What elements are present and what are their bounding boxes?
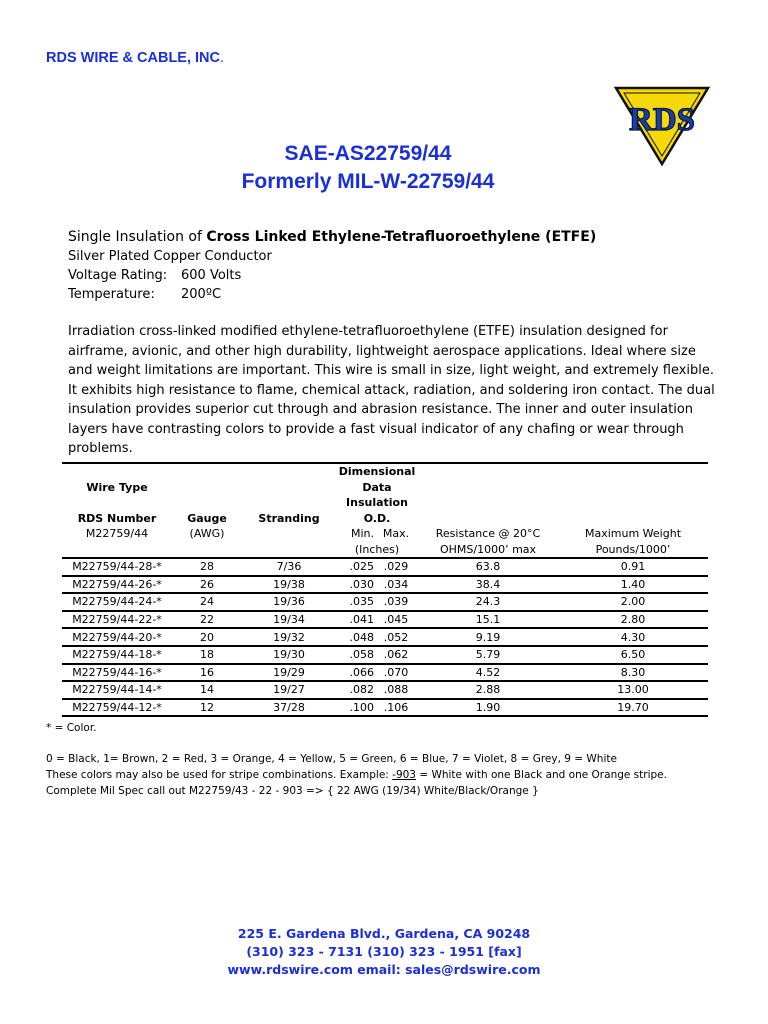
cell-part: M22759/44-26-* [62, 576, 172, 594]
cell-max: .106 [374, 699, 418, 717]
temperature-row [68, 287, 221, 302]
cell-weight: 13.00 [558, 681, 708, 699]
header-rds-number: RDS Number [77, 511, 157, 525]
cell-min: .035 [336, 593, 374, 611]
cell-gauge: 16 [172, 664, 242, 682]
cell-gauge: 28 [172, 558, 242, 576]
header-resistance-unit: OHMS/1000’ max [439, 542, 537, 556]
cell-res: 9.19 [418, 628, 558, 646]
header-weight-unit: Pounds/1000’ [595, 542, 671, 556]
logo-text: RDS [628, 102, 696, 138]
stripe-example: -903 [392, 769, 416, 781]
cell-max: .088 [374, 681, 418, 699]
cell-weight: 19.70 [558, 699, 708, 717]
cell-strand: 37/28 [242, 699, 336, 717]
cell-part: M22759/44-22-* [62, 611, 172, 629]
cell-part: M22759/44-28-* [62, 558, 172, 576]
cell-gauge: 24 [172, 593, 242, 611]
company-name [46, 50, 224, 66]
cell-gauge: 18 [172, 646, 242, 664]
cell-weight: 4.30 [558, 628, 708, 646]
cell-part: M22759/44-18-* [62, 646, 172, 664]
cell-min: .025 [336, 558, 374, 576]
cell-res: 24.3 [418, 593, 558, 611]
cell-part: M22759/44-12-* [62, 699, 172, 717]
company-name-suffix: . [220, 50, 225, 66]
cell-gauge: 26 [172, 576, 242, 594]
header-stranding: Stranding [258, 511, 320, 525]
table-row [62, 646, 708, 664]
cell-part: M22759/44-16-* [62, 664, 172, 682]
cell-res: 38.4 [418, 576, 558, 594]
cell-min: .058 [336, 646, 374, 664]
cell-max: .052 [374, 628, 418, 646]
cell-strand: 19/34 [242, 611, 336, 629]
cell-max: .070 [374, 664, 418, 682]
cell-gauge: 22 [172, 611, 242, 629]
conductor-line: Silver Plated Copper Conductor [68, 249, 272, 264]
cell-weight: 1.40 [558, 576, 708, 594]
cell-strand: 19/29 [242, 664, 336, 682]
stripe-note [46, 769, 667, 781]
temperature-value: 200ºC [181, 287, 222, 302]
stripe-suffix: = White with one Black and one Orange stripe. [416, 769, 667, 781]
cell-strand: 19/38 [242, 576, 336, 594]
cell-gauge: 12 [172, 699, 242, 717]
header-dimensional-data: Dimensional Data [336, 463, 418, 495]
cell-min: .048 [336, 628, 374, 646]
header-wire-type: Wire Type [62, 463, 172, 495]
cell-strand: 19/32 [242, 628, 336, 646]
cell-part: M22759/44-20-* [62, 628, 172, 646]
color-codes: 0 = Black, 1= Brown, 2 = Red, 3 = Orange, 4 = Yellow, 5 = Green, 6 = Blue, 7 = Violet, 8 = Grey, 9 = White [46, 753, 617, 765]
table-row [62, 664, 708, 682]
table-row [62, 611, 708, 629]
footer-web[interactable]: www.rdswire.com email: sales@rdswire.com [227, 962, 541, 977]
table-row [62, 558, 708, 576]
cell-weight: 6.50 [558, 646, 708, 664]
cell-gauge: 14 [172, 681, 242, 699]
cell-weight: 8.30 [558, 664, 708, 682]
voltage-row [68, 268, 241, 283]
cell-part: M22759/44-24-* [62, 593, 172, 611]
voltage-value: 600 Volts [181, 268, 242, 283]
spec-title: SAE-AS22759/44 [284, 142, 452, 165]
cell-res: 63.8 [418, 558, 558, 576]
cell-part: M22759/44-14-* [62, 681, 172, 699]
header-awg: (AWG) [189, 527, 225, 540]
description-paragraph: Irradiation cross-linked modified ethylene-tetrafluoroethylene (ETFE) insulation designed for airframe, avionic, and other high durability, lightweight aerospace applications. Ideal where size and weight limitations are important. This wire is small in size, light weight, and extremely flexible. It exhibits high resistance to flame, chemical attack, radiation, and soldering iron contact. The dual insulation provides superior cut through and abrasion resistance. The inner and outer insulation layers have contrasting colors to provide a fast visual indicator of any chafing or wear through problems. [68, 324, 715, 456]
cell-strand: 19/30 [242, 646, 336, 664]
table-row [62, 681, 708, 699]
table-row [62, 628, 708, 646]
insulation-prefix: Single Insulation of [68, 229, 202, 245]
company-name-text: RDS WIRE & CABLE, INC [46, 50, 220, 66]
cell-res: 4.52 [418, 664, 558, 682]
table-row [62, 576, 708, 594]
cell-max: .062 [374, 646, 418, 664]
header-insulation-od: Insulation O.D. [346, 496, 408, 525]
spec-table [62, 462, 708, 717]
cell-res: 1.90 [418, 699, 558, 717]
cell-min: .100 [336, 699, 374, 717]
header-min: Min. [350, 527, 374, 540]
cell-res: 2.88 [418, 681, 558, 699]
callout-note: Complete Mil Spec call out M22759/43 - 22 - 903 => { 22 AWG (19/34) White/Black/Orange } [46, 785, 539, 797]
cell-min: .041 [336, 611, 374, 629]
cell-strand: 7/36 [242, 558, 336, 576]
header-max: Max. [382, 527, 410, 540]
table-row [62, 699, 708, 717]
header-inches: (Inches) [354, 542, 400, 556]
header-gauge: Gauge [187, 511, 227, 525]
stripe-prefix: These colors may also be used for stripe combinations. Example: [46, 769, 393, 781]
cell-strand: 19/36 [242, 593, 336, 611]
footer-address: 225 E. Gardena Blvd., Gardena, CA 90248 [237, 926, 531, 941]
cell-min: .082 [336, 681, 374, 699]
voltage-label: Voltage Rating: [68, 268, 168, 283]
insulation-heading [68, 229, 596, 245]
footer-phones: (310) 323 - 7131 (310) 323 - 1951 [fax] [246, 944, 522, 959]
cell-weight: 2.80 [558, 611, 708, 629]
header-resistance: Resistance @ 20°C [435, 527, 541, 540]
cell-min: .030 [336, 576, 374, 594]
color-note: * = Color. [46, 722, 97, 734]
cell-weight: 2.00 [558, 593, 708, 611]
cell-strand: 19/27 [242, 681, 336, 699]
header-weight: Maximum Weight [584, 527, 682, 540]
header-m22759: M22759/44 [85, 527, 149, 540]
cell-res: 15.1 [418, 611, 558, 629]
cell-max: .029 [374, 558, 418, 576]
cell-gauge: 20 [172, 628, 242, 646]
table-row [62, 593, 708, 611]
cell-max: .034 [374, 576, 418, 594]
cell-res: 5.79 [418, 646, 558, 664]
cell-max: .039 [374, 593, 418, 611]
spec-subtitle: Formerly MIL-W-22759/44 [241, 170, 495, 193]
cell-max: .045 [374, 611, 418, 629]
temperature-label: Temperature: [68, 287, 155, 302]
cell-weight: 0.91 [558, 558, 708, 576]
insulation-material: Cross Linked Ethylene-Tetrafluoroethylene (ETFE) [206, 229, 597, 245]
cell-min: .066 [336, 664, 374, 682]
